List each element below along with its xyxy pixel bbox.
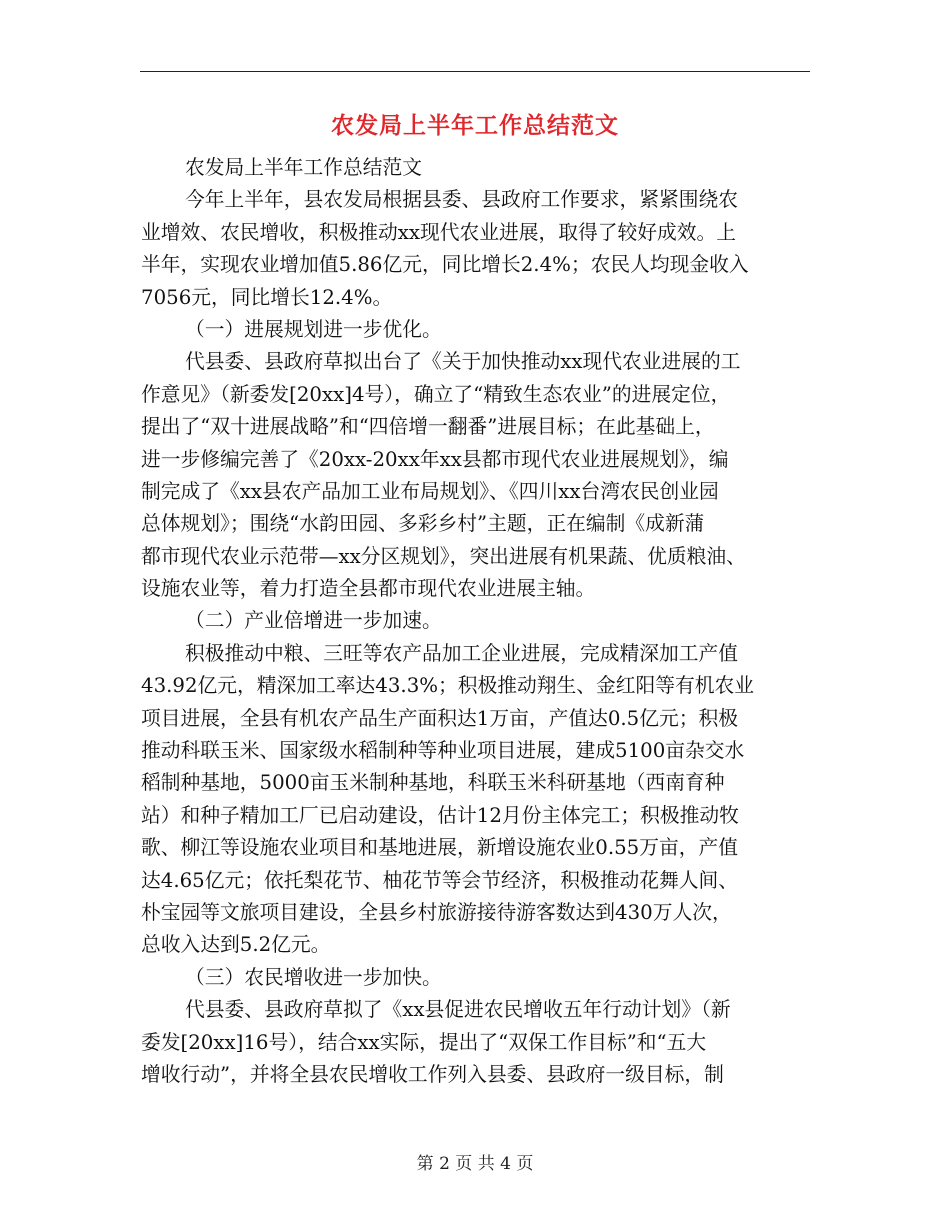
document-body [141,152,821,1091]
header-rule [140,71,810,72]
body-line: 设施农业等，着力打造全县都市现代农业进展主轴。 [141,577,596,601]
body-line: 增收行动”，并将全县农民增收工作列入县委、县政府一级目标，制 [141,1062,724,1086]
body-line: 业增效、农民增收，积极推动xx现代农业进展，取得了较好成效。上 [141,220,737,244]
body-line: 推动科联玉米、国家级水稻制种等种业项目进展，建成5100亩杂交水 [141,739,745,763]
body-line: 进一步修编完善了《20xx-20xx年xx县都市现代农业进展规划》，编 [141,447,729,471]
body-line: （二）产业倍增进一步加速。 [185,609,442,633]
body-line: （一）进展规划进一步优化。 [185,317,442,341]
body-line: 歌、柳江等设施农业项目和基地进展，新增设施农业0.55万亩，产值 [141,836,738,860]
body-line: （三）农民增收进一步加快。 [185,965,442,989]
body-line: 项目进展，全县有机农产品生产面积达1万亩，产值达0.5亿元；积极 [141,706,738,730]
document-title: 农发局上半年工作总结范文 [331,112,619,139]
body-line: 总体规划》；围绕“水韵田园、多彩乡村”主题，正在编制《成新蒲 [141,512,705,536]
body-line: 委发[20xx]16号），结合xx实际，提出了“双保工作目标”和“五大 [141,1030,707,1054]
body-line: 7056元，同比增长12.4%。 [141,285,393,309]
page-footer: 第 2 页 共 4 页 [416,1154,534,1174]
body-line: 达4.65亿元；依托梨花节、柚花节等会节经济，积极推动花舞人间、 [141,868,738,892]
body-line: 稻制种基地，5000亩玉米制种基地，科联玉米科研基地（西南育种 [141,771,725,795]
body-line: 总收入达到5.2亿元。 [141,933,331,957]
body-line: 作意见》（新委发[20xx]4号），确立了“精致生态农业”的进展定位， [141,382,731,406]
body-line: 半年，实现农业增加值5.86亿元，同比增长2.4%；农民人均现金收入 [141,253,749,277]
body-line: 朴宝园等文旅项目建设，全县乡村旅游接待游客数达到430万人次， [141,900,732,924]
body-line: 都市现代农业示范带—xx分区规划》，突出进展有机果蔬、优质粮油、 [141,544,746,568]
body-line: 提出了“双十进展战略”和“四倍增一翻番”进展目标；在此基础上， [141,415,715,439]
body-line: 制完成了《xx县农产品加工业布局规划》、《四川xx台湾农民创业园 [141,479,719,503]
body-line: 积极推动中粮、三旺等农产品加工企业进展，完成精深加工产值 [185,641,739,665]
body-line: 今年上半年，县农发局根据县委、县政府工作要求，紧紧围绕农 [185,188,739,212]
body-line: 代县委、县政府草拟出台了《关于加快推动xx现代农业进展的工 [185,350,741,374]
body-line: 农发局上半年工作总结范文 [185,156,423,179]
body-line: 代县委、县政府草拟了《xx县促进农民增收五年行动计划》（新 [185,998,731,1022]
body-line: 43.92亿元，精深加工率达43.3%；积极推动翔生、金红阳等有机农业 [141,674,755,698]
body-line: 站）和种子精加工厂已启动建设，估计12月份主体完工；积极推动牧 [141,803,739,827]
